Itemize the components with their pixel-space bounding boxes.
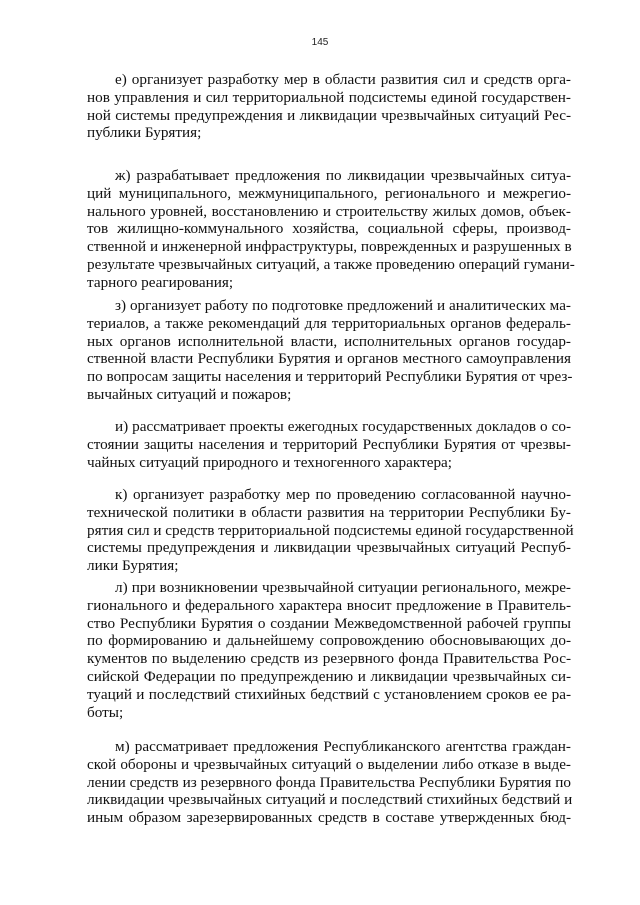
paragraph-line: по формированию и дальнейшему сопровождению обосновывающих до- <box>87 632 571 650</box>
paragraph-line: чайных ситуаций природного и техногенного характера; <box>87 453 452 471</box>
paragraph-line: л) при возникновении чрезвычайной ситуации регионального, межре- <box>115 579 571 596</box>
paragraph-line: результате чрезвычайных ситуаций, а также проведению операций гумани- <box>87 255 575 273</box>
paragraph-line: вычайных ситуаций и пожаров; <box>87 385 292 403</box>
paragraph-line: е) организует разработку мер в области развития сил и средств орга- <box>115 71 571 88</box>
paragraph-line: тарного реагирования; <box>87 273 234 291</box>
paragraph-line: ство Республики Бурятия о создании Межведомственной рабочей группы <box>87 614 571 632</box>
paragraph-line: сийской Федерации по предупреждению и ликвидации чрезвычайных си- <box>87 667 571 685</box>
paragraph-line: ций муниципального, межмуниципального, регионального и межрегио- <box>87 184 571 202</box>
paragraph-line: ж) разрабатывает предложения по ликвидации чрезвычайных ситуа- <box>115 167 571 184</box>
paragraph-line: к) организует разработку мер по проведению согласованной научно- <box>115 486 571 503</box>
paragraph-zh <box>87 167 575 292</box>
paragraph-line: системы предупреждения и ликвидации чрезвычайных ситуаций Респуб- <box>87 539 571 557</box>
paragraph-e <box>87 71 571 142</box>
paragraph-line: кументов по выделению средств из резервного фонда Правительства Рос- <box>87 650 571 668</box>
paragraph-m <box>87 738 571 827</box>
paragraph-line: боты; <box>87 703 124 721</box>
paragraph-line: гионального и федерального характера вносит предложение в Правитель- <box>87 596 571 614</box>
paragraph-line: стоянии защиты населения и территорий Республики Бурятия от чрезвы- <box>87 435 571 453</box>
paragraph-line: ных органов исполнительной власти, исполнительных органов государ- <box>87 332 571 350</box>
paragraph-line: тов жилищно-коммунального хозяйства, социальной сферы, производ- <box>87 220 571 238</box>
paragraph-line: иным образом зарезервированных средств в составе утвержденных бюд- <box>87 809 571 827</box>
paragraph-k <box>87 486 574 575</box>
paragraph-line: и) рассматривает проекты ежегодных государственных докладов о со- <box>115 418 571 435</box>
paragraph-line: ной системы предупреждения и ликвидации чрезвычайных ситуаций Рес- <box>87 106 571 124</box>
paragraph-line: ственной власти Республики Бурятия и органов местного самоуправления <box>87 350 571 368</box>
paragraph-i <box>87 418 571 471</box>
paragraph-line: технической политики в области развития на территории Республики Бу- <box>87 503 571 521</box>
paragraph-line: ликвидации чрезвычайных ситуаций и последствий стихийных бедствий и <box>87 791 573 809</box>
paragraph-line: териалов, а также рекомендаций для территориальных органов федераль- <box>87 314 571 332</box>
paragraph-line: публики Бурятия; <box>87 124 202 142</box>
paragraph-line: лении средств из резервного фонда Правительства Республики Бурятия по <box>87 773 571 791</box>
paragraph-line: по вопросам защиты населения и территорий Республики Бурятия от чрез- <box>87 368 573 386</box>
paragraph-line: з) организует работу по подготовке предложений и аналитических ма- <box>115 297 571 314</box>
paragraph-line: лики Бурятия; <box>87 557 179 575</box>
paragraph-line: нального уровней, восстановлению и строительству жилых домов, объек- <box>87 202 571 220</box>
paragraph-line: нов управления и сил территориальной подсистемы единой государствен- <box>87 88 571 106</box>
paragraph-line: ской обороны и чрезвычайных ситуаций о выделении либо отказе в выде- <box>87 755 571 773</box>
paragraph-l <box>87 579 571 721</box>
paragraph-line: м) рассматривает предложения Республиканского агентства граждан- <box>115 738 571 755</box>
paragraph-line: ственной и инженерной инфраструктуры, поврежденных и разрушенных в <box>87 238 572 256</box>
paragraph-z <box>87 297 571 404</box>
paragraph-line: рятия сил и средств территориальной подсистемы единой государственной <box>87 521 574 539</box>
paragraph-line: туаций и последствий стихийных бедствий с установлением сроков ее ра- <box>87 685 571 703</box>
page-number: 145 <box>311 37 329 48</box>
